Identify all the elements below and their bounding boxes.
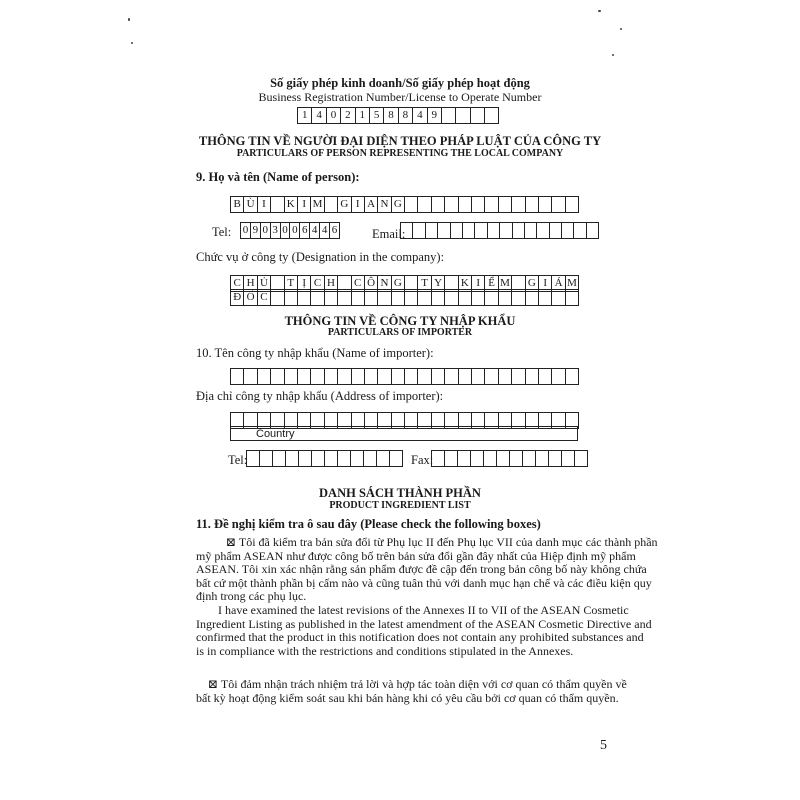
char-box[interactable] (230, 368, 244, 385)
char-box[interactable] (297, 289, 311, 306)
char-box[interactable] (458, 196, 472, 213)
char-box[interactable]: I (257, 196, 271, 213)
char-box[interactable] (565, 196, 579, 213)
char-box[interactable] (535, 450, 549, 467)
rep-heading-en: PARTICULARS OF PERSON REPRESENTING THE LOCAL COMPANY (236, 148, 564, 159)
char-box[interactable] (458, 289, 472, 306)
char-box[interactable] (310, 368, 324, 385)
char-box[interactable] (538, 368, 552, 385)
char-box[interactable] (450, 222, 463, 239)
char-box[interactable]: 6 (299, 222, 310, 239)
char-box[interactable] (573, 222, 586, 239)
char-box[interactable] (391, 289, 405, 306)
char-box[interactable]: C (351, 275, 365, 292)
license-title-vi: Số giấy phép kinh doanh/Số giấy phép hoạt động (270, 76, 530, 90)
char-box[interactable]: N (377, 275, 391, 292)
char-box[interactable] (297, 368, 311, 385)
importer-tel-label: Tel: (228, 453, 248, 467)
char-box[interactable] (484, 368, 498, 385)
char-box[interactable] (351, 368, 365, 385)
para1-line: mỹ phẩm ASEAN như được công bố trên bản sửa đổi gần đây nhất của Hiệp định mỹ phẩm (196, 548, 636, 563)
char-box[interactable]: C (230, 275, 244, 292)
tel-label: Tel: (212, 225, 232, 239)
char-box[interactable]: G (337, 196, 351, 213)
para1-line: Tôi đã kiểm tra bản sửa đổi từ Phụ lục II đến Phụ lục VII của danh mục các thành phần (238, 535, 658, 549)
char-box[interactable] (561, 222, 574, 239)
para1-line: ASEAN. Tôi xin xác nhận rằng sản phẩm được đề cập đến trong bản công bố này không chứa (196, 562, 647, 577)
char-box[interactable]: C (257, 289, 271, 306)
char-box[interactable]: I (351, 196, 365, 213)
license-title-en: Business Registration Number/License to Operate Number (258, 90, 542, 104)
char-box[interactable] (400, 222, 413, 239)
char-box[interactable] (444, 450, 458, 467)
char-box[interactable]: 1 (297, 107, 312, 124)
char-box[interactable] (484, 107, 499, 124)
char-box[interactable] (270, 289, 284, 306)
char-box[interactable]: 4 (311, 107, 326, 124)
char-box[interactable]: K (458, 275, 472, 292)
page-number: 5 (600, 738, 607, 753)
char-box[interactable] (284, 289, 298, 306)
ingredient-heading-vi: DANH SÁCH THÀNH PHẦN (319, 486, 481, 500)
checkbox-icon[interactable]: ⊠ (208, 677, 219, 691)
char-box[interactable] (324, 368, 338, 385)
char-box[interactable] (574, 450, 588, 467)
char-box[interactable] (470, 450, 484, 467)
char-box[interactable] (437, 222, 450, 239)
char-box[interactable]: 4 (309, 222, 320, 239)
scan-speck (128, 18, 130, 21)
importer-name-field[interactable] (230, 368, 578, 385)
char-box[interactable]: M (565, 275, 579, 292)
char-box[interactable] (298, 450, 312, 467)
char-box[interactable]: 5 (369, 107, 384, 124)
char-box[interactable] (259, 450, 273, 467)
check-instruction-label: 11. Đề nghị kiểm tra ô sau đây (Please check the following boxes) (196, 517, 541, 531)
importer-heading-en: PARTICULARS OF IMPORTER (327, 327, 473, 338)
char-box[interactable]: 6 (329, 222, 340, 239)
char-box[interactable] (324, 289, 338, 306)
char-box[interactable] (462, 222, 475, 239)
char-box[interactable]: M (310, 196, 324, 213)
char-box[interactable] (364, 368, 378, 385)
char-box[interactable] (431, 450, 445, 467)
char-box[interactable] (525, 196, 539, 213)
char-box[interactable] (484, 289, 498, 306)
char-box[interactable] (536, 222, 549, 239)
char-box[interactable] (511, 368, 525, 385)
char-box[interactable]: I (471, 275, 485, 292)
char-box[interactable]: Ù (243, 196, 257, 213)
char-box[interactable]: 3 (270, 222, 281, 239)
char-box[interactable] (404, 289, 418, 306)
importer-country-field[interactable] (230, 426, 578, 441)
email-label: Email: (372, 227, 406, 241)
char-box[interactable]: Ố (243, 289, 257, 306)
scan-speck (598, 10, 601, 12)
para1-line: bất cứ một thành phần bị cấm nào và cũng tuân thủ với danh mục hạn chế và các điều kiện quy (196, 575, 652, 590)
char-box[interactable]: 9 (250, 222, 261, 239)
scan-speck (620, 28, 622, 30)
char-box[interactable] (496, 450, 510, 467)
scan-speck (131, 42, 133, 44)
char-box[interactable]: H (324, 275, 338, 292)
char-box[interactable]: I (538, 275, 552, 292)
char-box[interactable]: M (498, 275, 512, 292)
email-field[interactable] (400, 222, 598, 239)
char-box[interactable] (458, 368, 472, 385)
char-box[interactable] (431, 289, 445, 306)
tel-field[interactable] (240, 222, 339, 239)
char-box[interactable] (272, 450, 286, 467)
char-box[interactable]: 4 (319, 222, 330, 239)
char-box[interactable] (471, 368, 485, 385)
para3-line: bất kỳ hoạt động kiểm soát sau khi bán hàng khi có yêu cầu bởi cơ quan có thẩm quyền. (196, 690, 619, 705)
char-box[interactable] (417, 196, 431, 213)
char-box[interactable] (431, 368, 445, 385)
char-box[interactable] (551, 196, 565, 213)
char-box[interactable]: Á (551, 275, 565, 292)
char-box[interactable]: K (284, 196, 298, 213)
char-box[interactable] (565, 289, 579, 306)
char-box[interactable]: G (391, 275, 405, 292)
char-box[interactable] (284, 368, 298, 385)
country-label: Country (256, 428, 295, 440)
char-box[interactable] (351, 289, 365, 306)
char-box[interactable] (483, 450, 497, 467)
char-box[interactable] (538, 196, 552, 213)
importer-address-label: Địa chỉ công ty nhập khẩu (Address of importer): (196, 389, 444, 403)
char-box[interactable] (457, 450, 471, 467)
char-box[interactable]: 0 (289, 222, 300, 239)
char-box[interactable] (511, 196, 525, 213)
en-declaration-paragraph (196, 603, 652, 658)
char-box[interactable] (470, 107, 485, 124)
char-box[interactable]: Ủ (257, 275, 271, 292)
char-box[interactable] (350, 450, 364, 467)
char-box[interactable]: G (391, 196, 405, 213)
char-box[interactable]: 1 (355, 107, 370, 124)
char-box[interactable] (538, 289, 552, 306)
para2-line: Ingredient Listing as published in the latest amendment of the ASEAN Cosmetic Directive and (196, 616, 652, 631)
char-box[interactable] (417, 289, 431, 306)
char-box[interactable] (377, 289, 391, 306)
char-box[interactable] (509, 450, 523, 467)
char-box[interactable] (471, 196, 485, 213)
char-box[interactable]: 0 (280, 222, 291, 239)
char-box[interactable] (425, 222, 438, 239)
importer-heading-vi: THÔNG TIN VỀ CÔNG TY NHẬP KHẨU (284, 314, 516, 328)
char-box[interactable]: C (310, 275, 324, 292)
char-box[interactable]: Ị (297, 275, 311, 292)
char-box[interactable]: A (364, 196, 378, 213)
importer-fax-label: Fax: (411, 453, 434, 467)
char-box[interactable] (522, 450, 536, 467)
char-box[interactable] (487, 222, 500, 239)
char-box[interactable] (257, 368, 271, 385)
para1-line: định trong các phụ lục. (196, 589, 307, 604)
char-box[interactable]: 8 (398, 107, 413, 124)
char-box[interactable] (431, 196, 445, 213)
responsibility-paragraph (196, 677, 627, 705)
char-box[interactable]: Đ (230, 289, 244, 306)
para2-line: confirmed that the product in this notification does not contain any prohibited substances and (196, 630, 644, 645)
char-box[interactable] (337, 289, 351, 306)
char-box[interactable] (444, 289, 458, 306)
char-box[interactable] (311, 450, 325, 467)
char-box[interactable] (285, 450, 299, 467)
char-box[interactable] (404, 196, 418, 213)
importer-name-label: 10. Tên công ty nhập khẩu (Name of importer): (196, 346, 434, 360)
scan-speck (612, 54, 614, 56)
char-box[interactable] (525, 368, 539, 385)
char-box[interactable] (391, 368, 405, 385)
designation-field-row2[interactable] (230, 289, 578, 306)
char-box[interactable]: Y (431, 275, 445, 292)
char-box[interactable] (474, 222, 487, 239)
person-name-label: 9. Họ và tên (Name of person): (196, 170, 360, 184)
char-box[interactable]: 0 (326, 107, 341, 124)
char-box[interactable]: 8 (383, 107, 398, 124)
char-box[interactable] (551, 368, 565, 385)
char-box[interactable] (561, 450, 575, 467)
importer-fax-field[interactable] (431, 450, 587, 467)
char-box[interactable]: 4 (412, 107, 427, 124)
char-box[interactable] (525, 289, 539, 306)
char-box[interactable] (511, 289, 525, 306)
char-box[interactable] (455, 107, 470, 124)
char-box[interactable]: 0 (240, 222, 251, 239)
char-box[interactable] (498, 196, 512, 213)
char-box[interactable] (548, 450, 562, 467)
char-box[interactable] (512, 222, 525, 239)
para2-line: is in compliance with the restrictions and conditions stipulated in the Annexes. (196, 643, 574, 658)
char-box[interactable]: 2 (340, 107, 355, 124)
para2-line: I have examined the latest revisions of the Annexes II to VII of the ASEAN Cosmetic (218, 603, 629, 617)
char-box[interactable] (337, 450, 351, 467)
char-box[interactable]: 0 (260, 222, 271, 239)
char-box[interactable] (498, 368, 512, 385)
char-box[interactable]: T (284, 275, 298, 292)
license-number-field[interactable] (297, 107, 498, 124)
char-box[interactable]: H (243, 275, 257, 292)
char-box[interactable] (565, 368, 579, 385)
char-box[interactable] (270, 196, 284, 213)
vi-declaration-paragraph (196, 535, 658, 604)
char-box[interactable]: N (377, 196, 391, 213)
char-box[interactable]: B (230, 196, 244, 213)
char-box[interactable] (524, 222, 537, 239)
char-box[interactable] (499, 222, 512, 239)
char-box[interactable] (444, 196, 458, 213)
char-box[interactable] (444, 368, 458, 385)
char-box[interactable] (270, 368, 284, 385)
char-box[interactable] (549, 222, 562, 239)
ingredient-heading-en: PRODUCT INGREDIENT LIST (329, 500, 471, 511)
char-box[interactable] (389, 450, 403, 467)
char-box[interactable] (586, 222, 599, 239)
char-box[interactable] (376, 450, 390, 467)
char-box[interactable] (246, 450, 260, 467)
char-box[interactable] (243, 368, 257, 385)
char-box[interactable]: I (297, 196, 311, 213)
char-box[interactable] (498, 289, 512, 306)
char-box[interactable]: T (417, 275, 431, 292)
char-box[interactable]: G (525, 275, 539, 292)
importer-tel-field[interactable] (246, 450, 402, 467)
char-box[interactable] (310, 289, 324, 306)
char-box[interactable] (404, 368, 418, 385)
char-box[interactable] (412, 222, 425, 239)
char-box[interactable] (363, 450, 377, 467)
char-box[interactable]: 9 (427, 107, 442, 124)
char-box[interactable]: Ô (364, 275, 378, 292)
char-box[interactable] (441, 107, 456, 124)
char-box[interactable] (551, 289, 565, 306)
checkbox-icon[interactable]: ⊠ (226, 535, 237, 549)
char-box[interactable] (417, 368, 431, 385)
designation-label: Chức vụ ở công ty (Designation in the company): (196, 250, 445, 264)
char-box[interactable] (471, 289, 485, 306)
char-box[interactable] (324, 196, 338, 213)
char-box[interactable] (484, 196, 498, 213)
char-box[interactable] (324, 450, 338, 467)
char-box[interactable] (364, 289, 378, 306)
char-box[interactable] (377, 368, 391, 385)
char-box[interactable]: Ể (484, 275, 498, 292)
char-box[interactable] (337, 368, 351, 385)
rep-heading-vi: THÔNG TIN VỀ NGƯỜI ĐẠI DIỆN THEO PHÁP LUẬT CỦA CÔNG TY (198, 134, 602, 148)
para3-line: Tôi đảm nhận trách nhiệm trả lời và hợp tác toàn diện với cơ quan có thẩm quyền về (220, 677, 627, 691)
person-name-field[interactable] (230, 196, 578, 213)
